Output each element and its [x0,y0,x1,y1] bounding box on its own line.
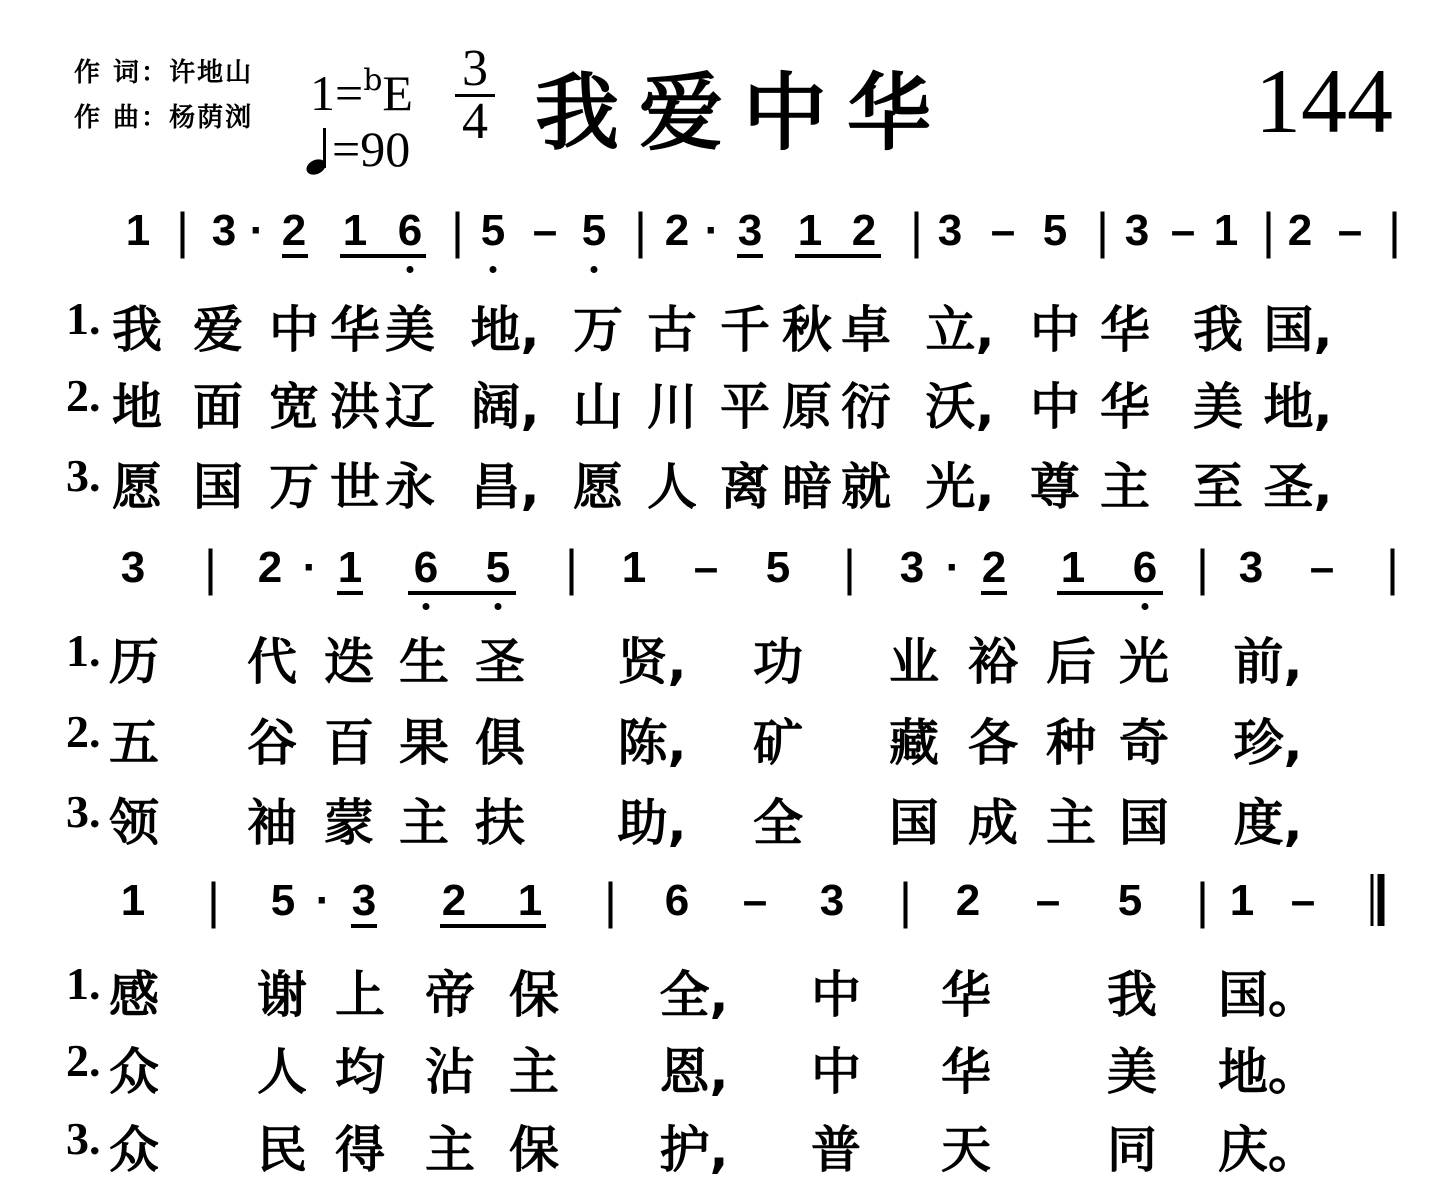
barline: | [634,203,647,259]
dash: – [1290,876,1316,925]
lyric-char: 辽 [385,378,435,436]
verse-number: 2. [66,1035,101,1086]
composer-name: 杨荫浏 [169,103,254,133]
note: 3 [351,876,377,925]
tempo-marking [306,120,410,178]
lyric-char: 愿 [573,458,623,516]
lyric-char: 阔, [470,378,540,436]
underline [408,543,516,595]
note: 3 [899,543,925,592]
dot-extension: · [302,543,318,592]
lyric-char: 种 [1046,714,1096,772]
lyric-char: 暗 [782,458,832,516]
barline: | [204,540,217,596]
note: 3 [937,206,963,255]
lyric-char: 珍, [1233,714,1303,772]
lyric-char: 贤, [617,633,687,691]
lyricist-credit [74,52,253,89]
barline: | [604,873,617,929]
lyricist-label: 作 词： [74,58,170,88]
lyric-char: 就 [841,458,891,516]
lyric-char: 衍 [841,378,891,436]
lyric-char: 均 [335,1043,385,1101]
dot-extension: · [945,543,961,592]
lyric-char: 沾 [425,1043,475,1101]
key-signature [310,64,413,122]
lyric-char: 藏 [889,714,939,772]
lyric-char: 原 [782,378,832,436]
lyric-char: 庆。 [1218,1121,1318,1179]
lyric-char: 地 [112,378,162,436]
lyric-char: 洪 [330,378,380,436]
note: 1 [342,206,368,255]
lyric-char: 上 [335,966,385,1024]
underline [737,206,763,258]
note: 2 [955,876,981,925]
lyric-char: 百 [324,714,374,772]
note: 1 [1060,543,1086,592]
lyric-char: 沃, [925,378,995,436]
dash: – [532,206,558,255]
lyric-char: 川 [647,378,697,436]
note: 1 [337,543,363,592]
tempo-value: =90 [332,121,411,177]
lyric-char: 地。 [1218,1043,1318,1101]
lyric-char: 美 [1107,1043,1157,1101]
key-flat: b [363,63,383,98]
lyric-char: 众 [109,1121,159,1179]
lyric-char: 袖 [247,794,297,852]
lyric-char: 爱 [193,301,243,359]
lyric-char: 保 [509,1121,559,1179]
lyric-char: 国 [193,458,243,516]
dash: – [693,543,719,592]
composer-label: 作 曲： [74,103,170,133]
underline [337,543,363,595]
lyric-char: 谷 [247,714,297,772]
lyric-char: 地, [470,301,540,359]
note: 2 [664,206,690,255]
lyric-char: 世 [330,458,380,516]
dot-extension: · [704,206,720,255]
lyric-char: 美 [385,301,435,359]
barline: | [910,203,923,259]
lyric-char: 我 [112,301,162,359]
note: 5 [1117,876,1143,925]
low-octave-dot [1142,603,1149,610]
lyric-char: 业 [889,633,939,691]
note: 1 [1229,876,1255,925]
verse-number: 2. [66,706,101,757]
lyric-char: 蒙 [324,794,374,852]
lyric-char: 秋 [782,301,832,359]
lyric-char: 后 [1046,633,1096,691]
hymn-title: 我爱中华 [535,64,952,162]
note: 2 [281,206,307,255]
note: 5 [765,543,791,592]
dash: – [1309,543,1335,592]
lyric-char: 华 [941,966,991,1024]
lyric-char: 圣 [475,633,525,691]
barline: | [1386,540,1399,596]
lyric-char: 我 [1193,301,1243,359]
dot-extension: · [315,876,331,925]
lyric-char: 主 [425,1121,475,1179]
verse-number: 2. [66,370,101,421]
note: 6 [1132,543,1158,592]
barline: | [1262,203,1275,259]
lyric-char: 中 [811,1043,861,1101]
note: 3 [819,876,845,925]
dash: – [990,206,1016,255]
lyric-char: 国。 [1218,966,1318,1024]
note: 5 [581,206,607,255]
lyric-char: 历 [109,633,159,691]
note: 3 [211,206,237,255]
key-prefix: 1= [310,65,364,121]
verse-number: 3. [66,786,101,837]
note: 1 [125,206,151,255]
lyric-char: 扶 [475,794,525,852]
note: 3 [120,543,146,592]
verse-number: 1. [66,625,101,676]
note: 2 [981,543,1007,592]
dash: – [742,876,768,925]
lyric-char: 永 [385,458,435,516]
note: 2 [257,543,283,592]
lyric-char: 国, [1263,301,1333,359]
lyric-char: 华 [330,301,380,359]
lyric-char: 华 [1100,378,1150,436]
lyric-char: 华 [941,1043,991,1101]
lyric-char: 中 [269,301,319,359]
barline: | [207,873,220,929]
time-signature-top: 3 [462,40,488,97]
note: 2 [441,876,467,925]
lyric-char: 人 [257,1043,307,1101]
lyric-char: 果 [399,714,449,772]
lyric-char: 众 [109,1043,159,1101]
lyric-char: 主 [509,1043,559,1101]
barline: | [899,873,912,929]
note: 5 [1042,206,1068,255]
lyric-char: 领 [109,794,159,852]
note: 5 [480,206,506,255]
lyric-char: 卓 [841,301,891,359]
time-signature-bottom: 4 [462,93,488,150]
lyric-char: 陈, [617,714,687,772]
lyric-char: 主 [1100,458,1150,516]
lyric-char: 尊 [1030,458,1080,516]
barline: | [565,540,578,596]
lyric-char: 圣, [1263,458,1333,516]
dash: – [1035,876,1061,925]
lyric-char: 主 [399,794,449,852]
note: 5 [270,876,296,925]
dot-extension: · [249,206,265,255]
lyric-char: 华 [1100,301,1150,359]
underline [340,206,426,258]
lyric-char: 光, [925,458,995,516]
note: 1 [797,206,823,255]
lyric-char: 立, [925,301,995,359]
underline [981,543,1007,595]
key-note: E [382,65,413,121]
lyric-char: 中 [1030,301,1080,359]
lyric-char: 帝 [425,966,475,1024]
lyric-char: 万 [269,458,319,516]
note: 1 [120,876,146,925]
lyric-char: 国 [889,794,939,852]
underline [795,206,881,258]
note: 3 [737,206,763,255]
lyric-char: 离 [720,458,770,516]
lyric-char: 同 [1107,1121,1157,1179]
hymn-number: 144 [1255,50,1393,152]
lyric-char: 宽 [269,378,319,436]
lyric-char: 美 [1193,378,1243,436]
composer-credit [74,97,253,134]
lyric-char: 助, [617,794,687,852]
underline [440,876,546,928]
lyric-char: 生 [399,633,449,691]
lyric-char: 前, [1233,633,1303,691]
lyric-char: 民 [257,1121,307,1179]
lyric-char: 平 [720,378,770,436]
note: 6 [397,206,423,255]
note: 6 [664,876,690,925]
note: 5 [485,543,511,592]
barline: | [843,540,856,596]
verse-number: 3. [66,1113,101,1164]
lyric-char: 国 [1119,794,1169,852]
note: 2 [851,206,877,255]
barline: | [1096,203,1109,259]
lyric-char: 度, [1233,794,1303,852]
lyric-char: 功 [753,633,803,691]
low-octave-dot [490,266,497,273]
underline [1057,543,1163,595]
lyric-char: 主 [1046,794,1096,852]
lyric-char: 俱 [475,714,525,772]
barline: | [1388,203,1401,259]
lyric-char: 护, [659,1121,729,1179]
lyric-char: 古 [647,301,697,359]
note: 1 [517,876,543,925]
low-octave-dot [407,266,414,273]
lyric-char: 全, [659,966,729,1024]
lyric-char: 天 [941,1121,991,1179]
lyric-char: 万 [573,301,623,359]
barline: | [1196,873,1209,929]
verse-number: 3. [66,450,101,501]
lyric-char: 中 [811,966,861,1024]
verse-number: 1. [66,958,101,1009]
lyric-char: 迭 [324,633,374,691]
note: 6 [413,543,439,592]
barline: | [176,203,189,259]
underline [282,206,308,258]
dash: – [1337,206,1363,255]
lyric-char: 普 [811,1121,861,1179]
lyric-char: 愿 [112,458,162,516]
time-signature [455,40,495,150]
note: 3 [1124,206,1150,255]
lyric-char: 裕 [968,633,1018,691]
note: 2 [1287,206,1313,255]
lyric-char: 矿 [753,714,803,772]
lyric-char: 我 [1107,966,1157,1024]
verse-number: 1. [66,293,101,344]
lyric-char: 各 [968,714,1018,772]
lyric-char: 谢 [257,966,307,1024]
low-octave-dot [423,603,430,610]
barline: | [451,203,464,259]
lyricist-name: 许地山 [169,58,254,88]
lyric-char: 保 [509,966,559,1024]
quarter-note-icon [306,128,332,178]
lyric-char: 人 [647,458,697,516]
lyric-char: 至 [1193,458,1243,516]
note: 1 [1213,206,1239,255]
lyric-char: 面 [193,378,243,436]
lyric-char: 千 [720,301,770,359]
underline [351,876,377,928]
lyric-char: 五 [109,714,159,772]
lyric-char: 得 [335,1121,385,1179]
barline: | [1196,540,1209,596]
lyric-char: 地, [1263,378,1333,436]
lyric-char: 昌, [470,458,540,516]
lyric-char: 成 [968,794,1018,852]
lyric-char: 奇 [1119,714,1169,772]
low-octave-dot [495,603,502,610]
dash: – [1170,206,1196,255]
lyric-char: 光 [1119,633,1169,691]
note: 3 [1238,543,1264,592]
note: 1 [621,543,647,592]
lyric-char: 全 [753,794,803,852]
lyric-char: 中 [1030,378,1080,436]
lyric-char: 山 [573,378,623,436]
low-octave-dot [591,266,598,273]
lyric-char: 代 [247,633,297,691]
lyric-char: 恩, [659,1043,729,1101]
lyric-char: 感 [109,966,159,1024]
